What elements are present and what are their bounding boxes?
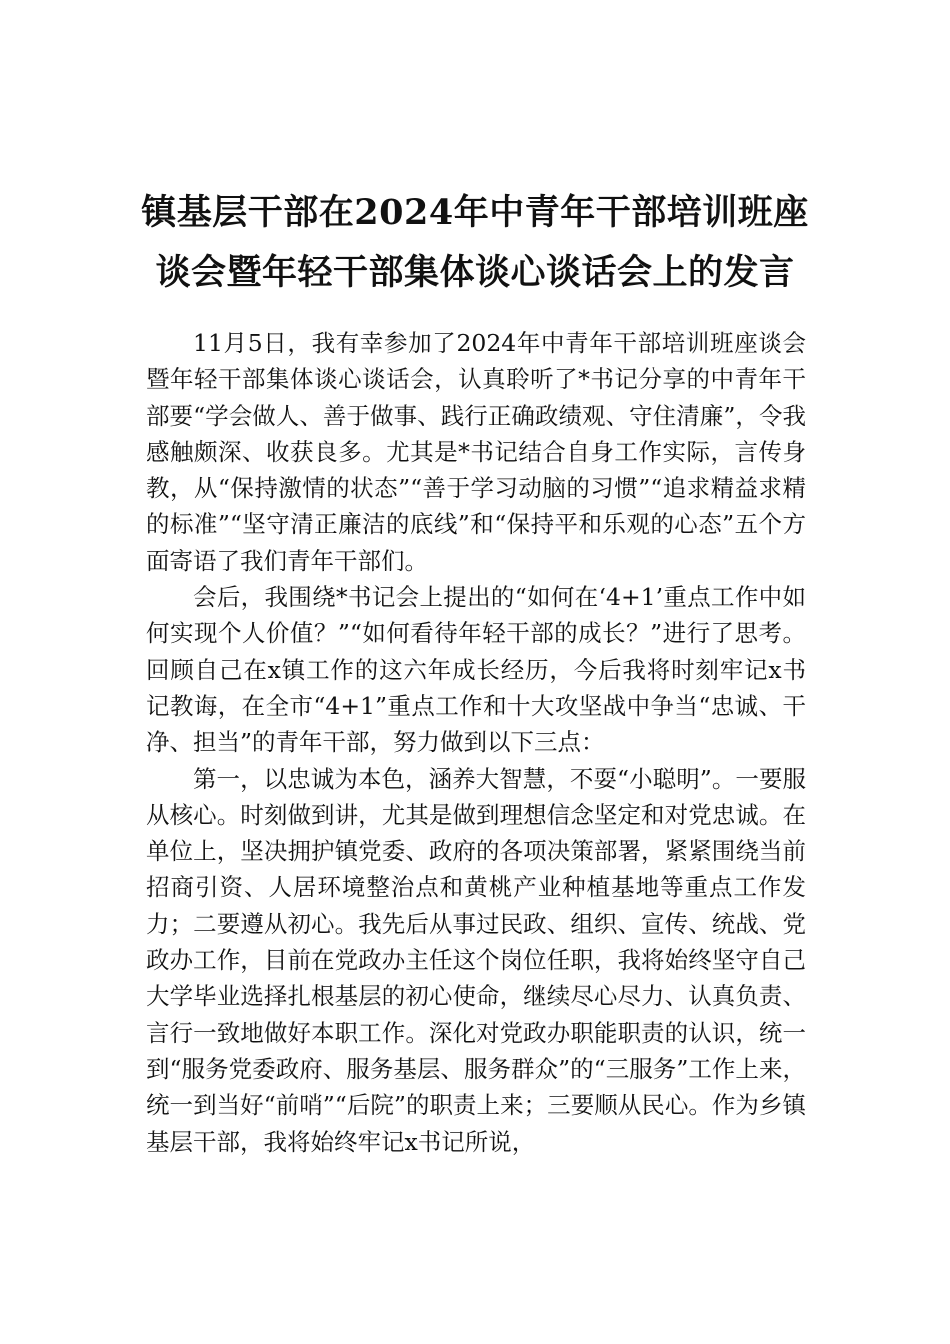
title-line-2: 谈会暨年轻干部集体谈心谈话会上的发言 bbox=[155, 252, 795, 294]
document-title bbox=[140, 183, 810, 303]
paragraph-2: 会后，我围绕*书记会上提出的“如何在‘4+1’重点工作中如何实现个人价值？”“如何看待年轻干部的成长？”进行了思考。回顾自己在x镇工作的这六年成长经历，今后我将时刻牢记x书记教诲，在全市“4+1”重点工作和十大攻坚战中争当“忠诚、干净、担当”的青年干部，努力做到以下三点： bbox=[146, 583, 806, 757]
document-body bbox=[146, 325, 806, 1160]
title-line-1: 镇基层干部在2024年中青年干部培训班座 bbox=[141, 192, 809, 234]
paragraph-3: 第一，以忠诚为本色，涵养大智慧，不耍“小聪明”。一要服从核心。时刻做到讲，尤其是做到理想信念坚定和对党忠诚。在单位上，坚决拥护镇党委、政府的各项决策部署，紧紧围绕当前招商引资、人居环境整治点和黄桃产业种植基地等重点工作发力；二要遵从初心。我先后从事过民政、组织、宣传、统战、党政办工作，目前在党政办主任这个岗位任职，我将始终坚守自己大学毕业选择扎根基层的初心使命，继续尽心尽力、认真负责、言行一致地做好本职工作。深化对党政办职能职责的认识，统一到“服务党委政府、服务基层、服务群众”的“三服务”工作上来，统一到当好“前哨”“后院”的职责上来；三要顺从民心。作为乡镇基层干部，我将始终牢记x书记所说， bbox=[146, 764, 806, 1156]
paragraph-1: 11月5日，我有幸参加了2024年中青年干部培训班座谈会暨年轻干部集体谈心谈话会，认真聆听了*书记分享的中青年干部要“学会做人、善于做事、践行正确政绩观、守住清廉”，令我感触颇深、收获良多。尤其是*书记结合自身工作实际，言传身教，从“保持激情的状态”“善于学习动脑的习惯”“追求精益求精的标准”“坚守清正廉洁的底线”和“保持平和乐观的心态”五个方面寄语了我们青年干部们。 bbox=[146, 329, 806, 575]
